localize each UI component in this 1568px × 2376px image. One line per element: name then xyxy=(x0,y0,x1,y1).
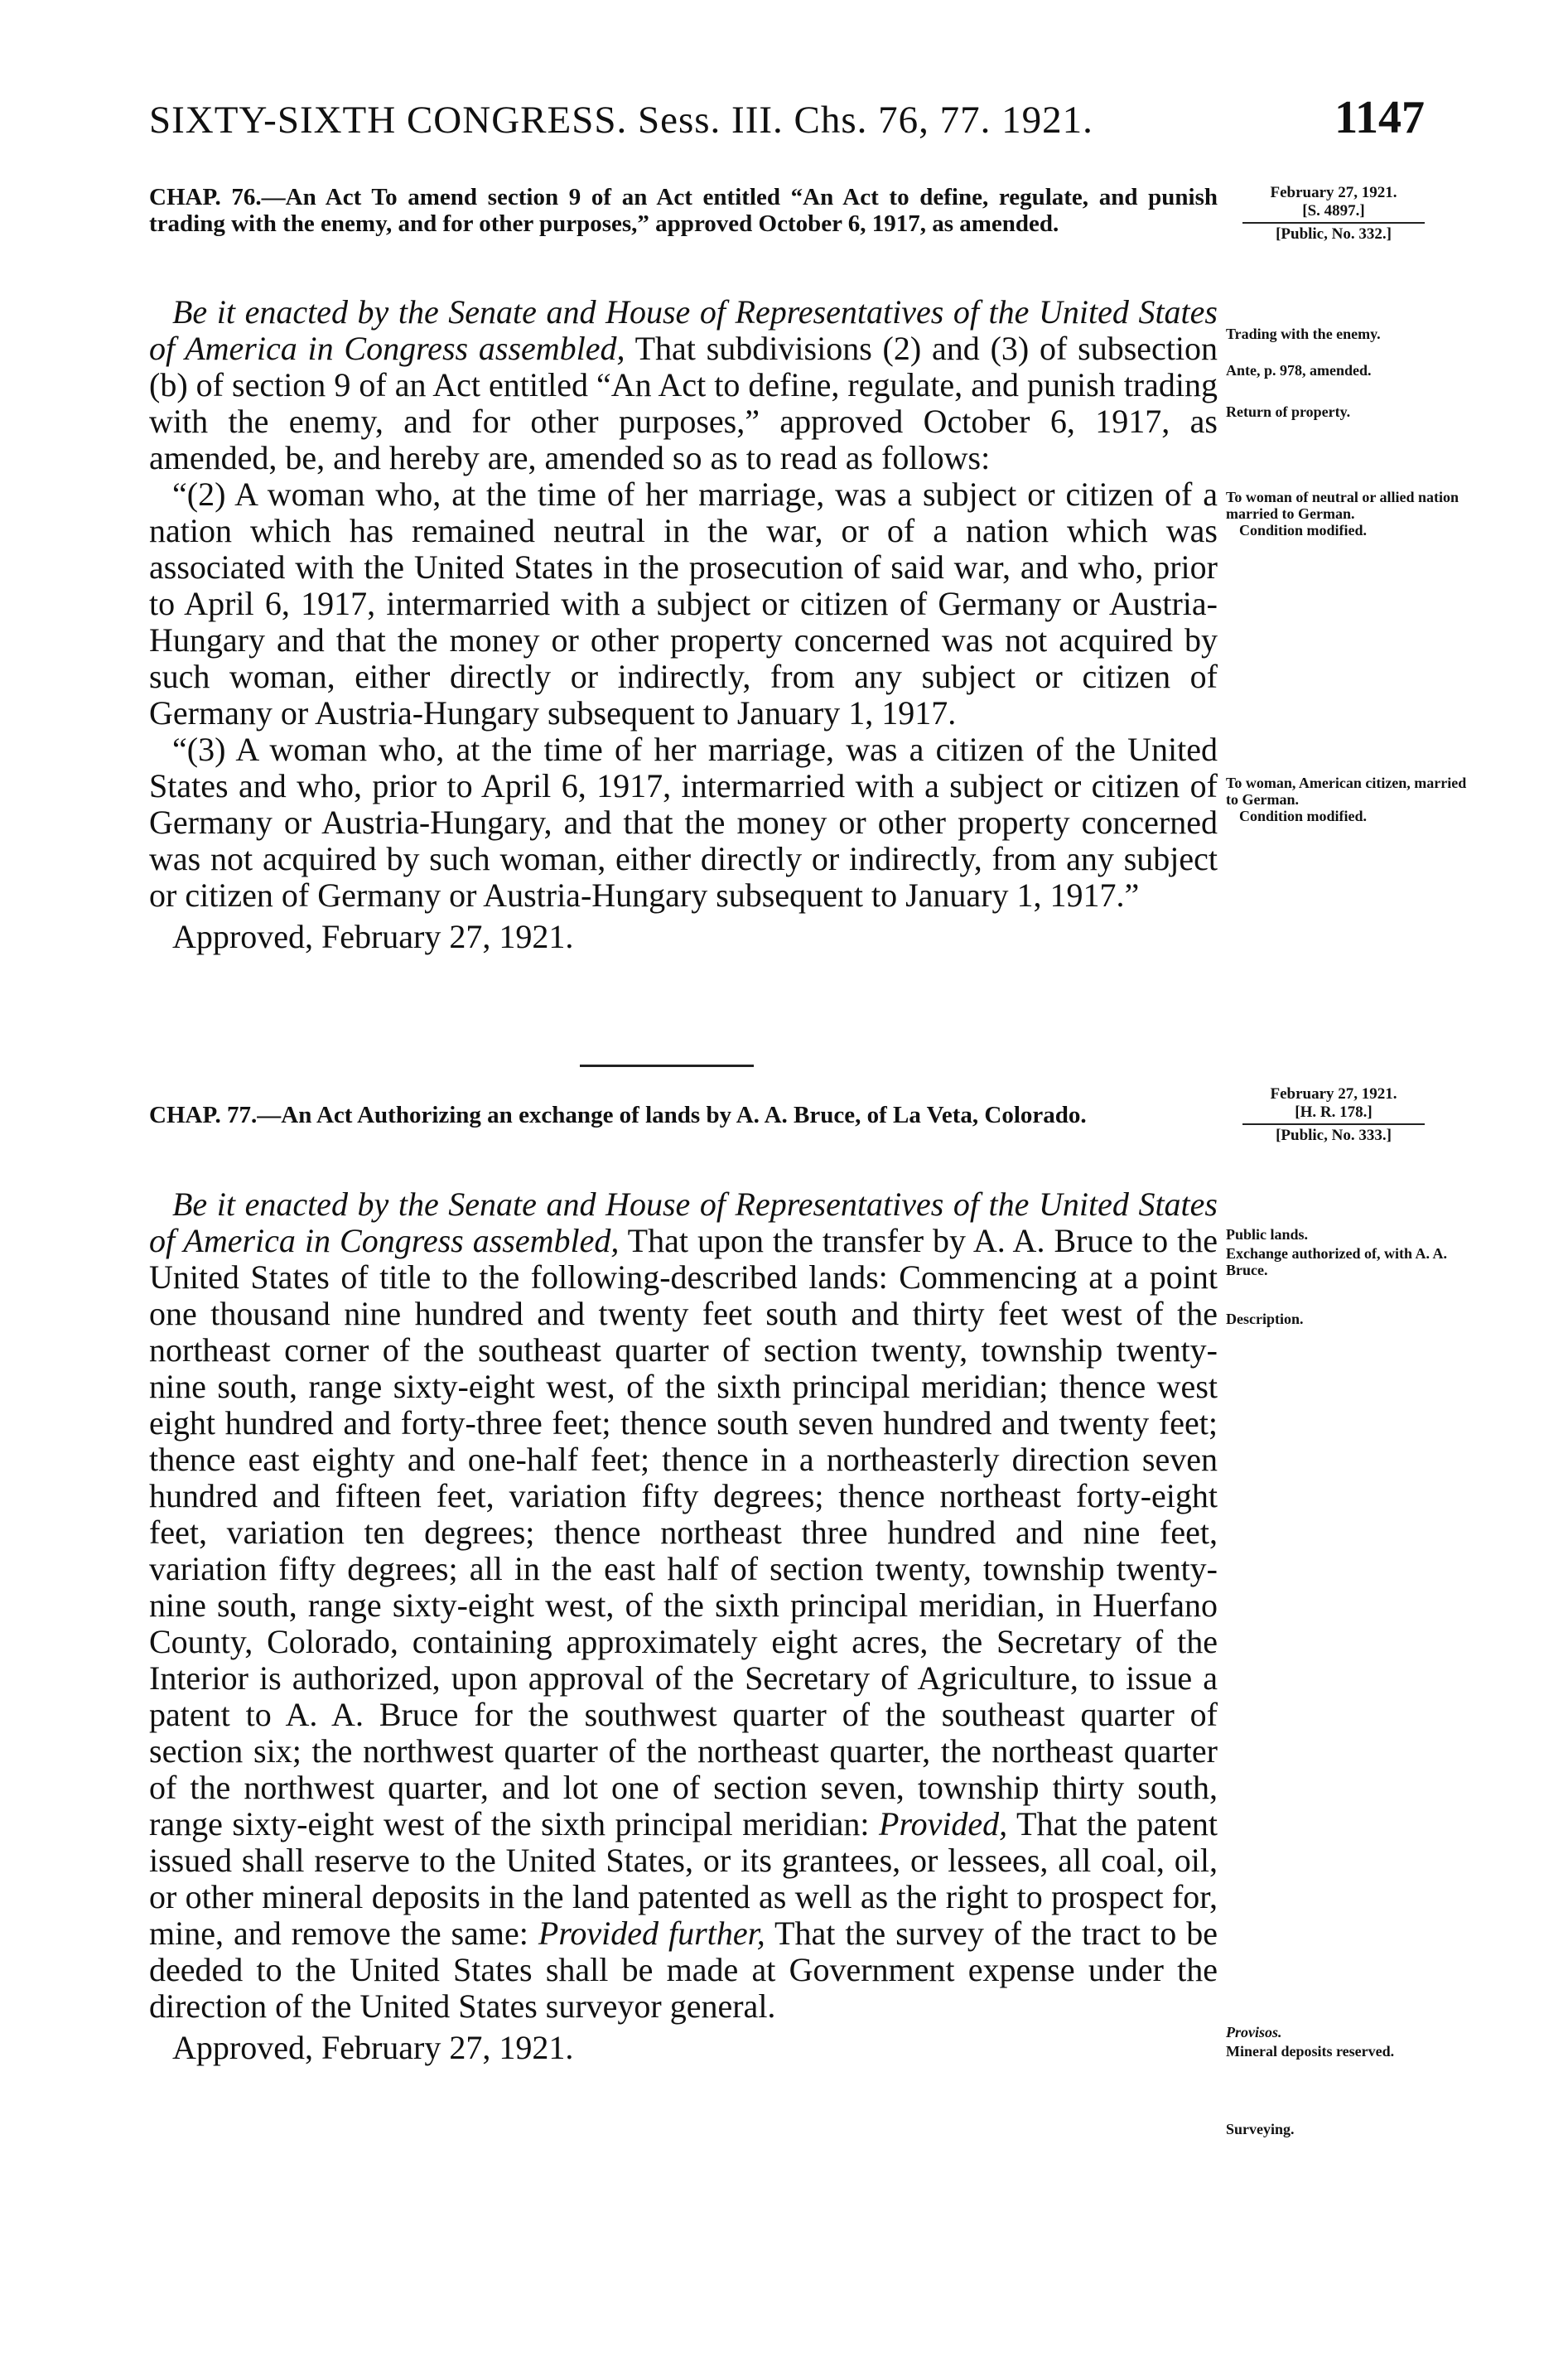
note-woman-neutral-sub: Condition modified. xyxy=(1239,522,1368,539)
note-exchange: Exchange authorized of, with A. A. Bruce. xyxy=(1226,1245,1448,1279)
note-return: Return of property. xyxy=(1226,403,1351,420)
section-divider xyxy=(580,1065,754,1067)
note-woman-american xyxy=(1226,775,1474,824)
chap77-provided-1: Provided, xyxy=(879,1805,1008,1842)
chap77-body-2: That the patent issued shall reserve to the United States, or its grantees, or lessees, all coal, oil, or other mineral deposits in the land patented as well as the right to prospect for, mine, and remove the same: xyxy=(149,1805,1218,1952)
chap77-side-bill: [H. R. 178.] xyxy=(1295,1103,1373,1121)
chap77-approved: Approved, February 27, 1921. xyxy=(172,2029,574,2066)
chap77-body xyxy=(149,1186,1218,2066)
note-public-lands: Public lands. xyxy=(1226,1226,1309,1243)
chap77-body-3: That the survey of the tract to be deeded to the United States shall be made at Government expense under the direction of the United States surveyor general. xyxy=(149,1915,1218,2025)
chap77-heading xyxy=(149,1102,1218,1128)
chap76-body xyxy=(149,294,1218,955)
note-woman-american-sub: Condition modified. xyxy=(1239,808,1368,825)
chap77-title xyxy=(149,1102,1218,1128)
note-woman-american-text: To woman, American citizen, married to German. xyxy=(1226,775,1467,809)
note-woman-neutral xyxy=(1226,489,1474,538)
chap76-heading xyxy=(149,184,1218,238)
note-description: Description. xyxy=(1226,1311,1304,1327)
note-provisos: Provisos. xyxy=(1226,2024,1282,2040)
chap76-side-public: [Public, No. 332.] xyxy=(1242,222,1425,244)
note-mineral: Mineral deposits reserved. xyxy=(1226,2043,1395,2060)
chap76-label: CHAP. 76. xyxy=(149,184,262,210)
running-title: SIXTY-SIXTH CONGRESS. Sess. III. Chs. 76, 77. 1921. xyxy=(149,99,1093,142)
chap76-enacting-clause xyxy=(149,294,1218,476)
chap76-enacting-italic: Be it enacted by the Senate and House of Representatives of the United States of America in Congress assembled, xyxy=(149,293,1218,367)
note-woman-neutral-text: To woman of neutral or allied nation married to German. xyxy=(1226,489,1459,523)
chap77-body-1: That upon the transfer by A. A. Bruce to the United States of title to the following-described lands: Commencing at a point one thousand nine hundred and twenty feet south and thirty feet west of the northeast corner of the southeast quarter of section twenty, township twenty-nine south, range sixty-eight west, of the sixth principal meridian; thence west eight hundred and forty-three feet; thence south seven hundred and twenty feet; thence east eighty and one-half feet; thence in a northeasterly direction seven hundred and fifteen feet, variation fifty degrees; thence northeast forty-eight feet, variation ten degrees; thence northeast three hundred and nine feet, variation fifty degrees; all in the east half of section twenty, township twenty-nine south, range sixty-eight west, of the sixth principal meridian, in Huerfano County, Colorado, containing approximately eight acres, the Secretary of the Interior is authorized, upon approval of the Secretary of Agriculture, to issue a patent to A. A. Bruce for the southwest quarter of the southeast quarter of section six; the northwest quarter of the northeast quarter, the northeast quarter of the northwest quarter, and lot one of section seven, township thirty south, range sixty-eight west of the sixth principal meridian: xyxy=(149,1222,1218,1842)
chap77-provided-2: Provided further, xyxy=(538,1915,765,1952)
chap77-side-date: February 27, 1921. xyxy=(1270,1085,1397,1103)
note-trading: Trading with the enemy. xyxy=(1226,326,1381,342)
chap76-subdivision-2: “(2) A woman who, at the time of her marriage, was a subject or citizen of a nation which has remained neutral in the war, or of a nation which was associated with the United States in the prosecution of said war, and who, prior to April 6, 1917, intermarried with a subject or citizen of Germany or Austria-Hungary and that the money or other property concerned was not acquired by such woman, either directly or indirectly, from any subject or citizen of Germany or Austria-Hungary subsequent to January 1, 1917. xyxy=(149,476,1218,732)
running-header xyxy=(149,92,1425,156)
chap76-side-date-block xyxy=(1242,184,1425,244)
page-number: 1147 xyxy=(1334,92,1425,143)
chap77-title-text: —An Act Authorizing an exchange of lands by A. A. Bruce, of La Veta, Colorado. xyxy=(257,1102,1087,1128)
note-surveying: Surveying. xyxy=(1226,2121,1295,2137)
note-ante: Ante, p. 978, amended. xyxy=(1226,362,1372,379)
chap77-label: CHAP. 77. xyxy=(149,1102,258,1128)
chap77-enacting-clause xyxy=(149,1186,1218,2025)
chap76-title-text: —An Act To amend section 9 of an Act entitled “An Act to define, regulate, and punish trading with the enemy, and for other purposes,” approved October 6, 1917, as amended. xyxy=(149,184,1218,238)
chap76-side-bill: [S. 4897.] xyxy=(1302,201,1365,220)
chap76-subdivision-3: “(3) A woman who, at the time of her marriage, was a citizen of the United States and who, prior to April 6, 1917, intermarried with a subject or citizen of Germany or Austria-Hungary, and that the money or other property concerned was not acquired by such woman, either directly or indirectly, from any subject or citizen of Germany or Austria-Hungary subsequent to January 1, 1917.” xyxy=(149,731,1218,914)
chap77-side-date-block xyxy=(1242,1085,1425,1145)
chap76-approved: Approved, February 27, 1921. xyxy=(172,918,574,955)
chap76-enacting-rest: That subdivisions (2) and (3) of subsection (b) of section 9 of an Act entitled “An Act to define, regulate, and punish trading with the enemy, and for other purposes,” approved October 6, 1917, as amended, be, and hereby are, amended so as to read as follows: xyxy=(149,330,1218,476)
chap77-enacting-italic: Be it enacted by the Senate and House of Representatives of the United States of America in Congress assembled, xyxy=(149,1186,1218,1259)
chap76-side-date: February 27, 1921. xyxy=(1270,184,1397,201)
chap76-title xyxy=(149,184,1218,238)
chap77-side-public: [Public, No. 333.] xyxy=(1242,1123,1425,1145)
